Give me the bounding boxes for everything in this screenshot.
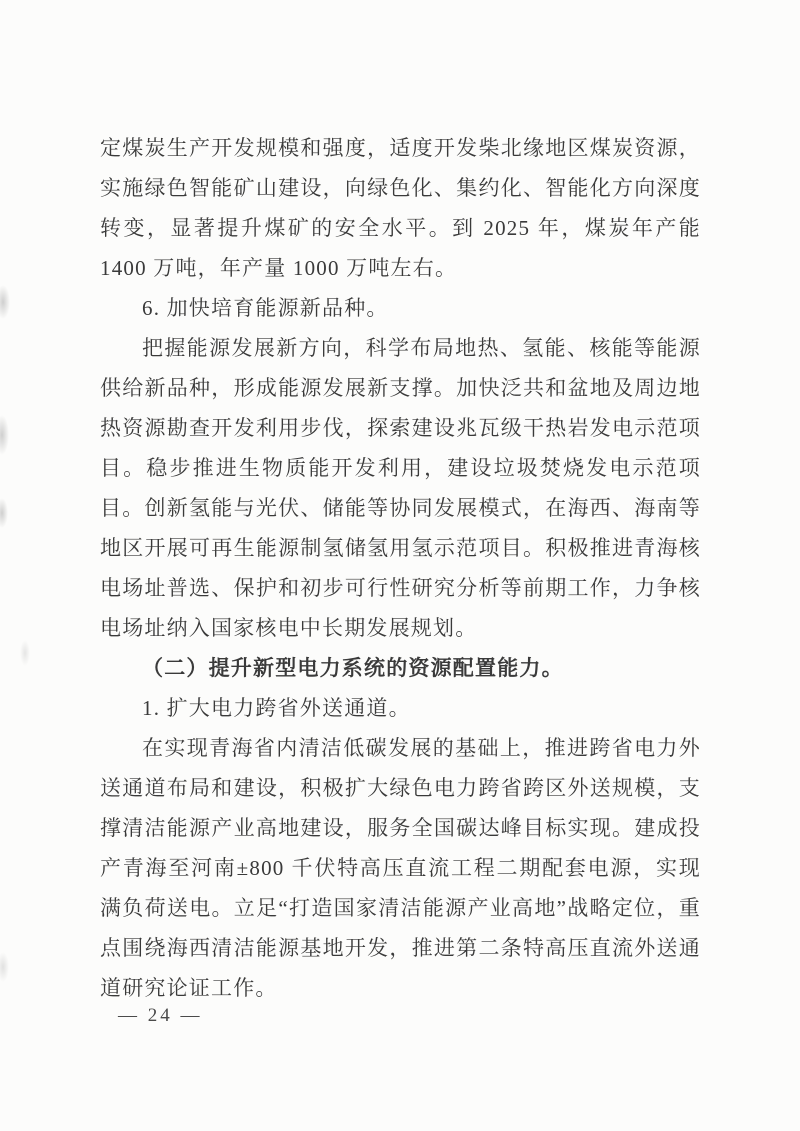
scan-artifact — [20, 640, 30, 666]
para-cross-province-transmission: 在实现青海省内清洁低碳发展的基础上，推进跨省电力外送通道布局和建设，积极扩大绿色电力跨省跨区外送规模，支撑清洁能源产业高地建设，服务全国碳达峰目标实现。建成投产青海至河南±800 千伏特高压直流工程二期配套电源，实现满负荷送电。立足“打造国家清洁能源产业高地”战略定位，重点围绕海西清洁能源基地开发，推进第二条特高压直流外送通道研究论证工作。 — [100, 736, 701, 1000]
page-number: — 24 — — [118, 1005, 203, 1026]
heading-section-2-power-system-allocation: （二）提升新型电力系统的资源配置能力。 — [142, 656, 564, 680]
heading-1-expand-power-transmission: 1. 扩大电力跨省外送通道。 — [142, 696, 411, 720]
scan-artifact — [0, 498, 8, 528]
page-body-text — [100, 128, 701, 1008]
heading-6-cultivate-new-energy-varieties: 6. 加快培育能源新品种。 — [142, 296, 389, 320]
para-new-energy-varieties: 把握能源发展新方向，科学布局地热、氢能、核能等能源供给新品种，形成能源发展新支撑。加快泛共和盆地及周边地热资源勘查开发利用步伐，探索建设兆瓦级干热岩发电示范项目。稳步推进生物质能开发利用，建设垃圾焚烧发电示范项目。创新氢能与光伏、储能等协同发展模式，在海西、海南等地区开展可再生能源制氢储氢用氢示范项目。积极推进青海核电场址普选、保护和初步可行性研究分析等前期工作，力争核电场址纳入国家核电中长期发展规划。 — [100, 336, 701, 640]
scan-artifact — [0, 952, 9, 982]
scan-artifact — [0, 285, 10, 319]
scan-artifact — [0, 415, 9, 455]
para-coal-development: 定煤炭生产开发规模和强度，适度开发柴北缘地区煤炭资源，实施绿色智能矿山建设，向绿色化、集约化、智能化方向深度转变，显著提升煤矿的安全水平。到 2025 年，煤炭年产能 1400 万吨，年产量 1000 万吨左右。 — [100, 136, 701, 280]
